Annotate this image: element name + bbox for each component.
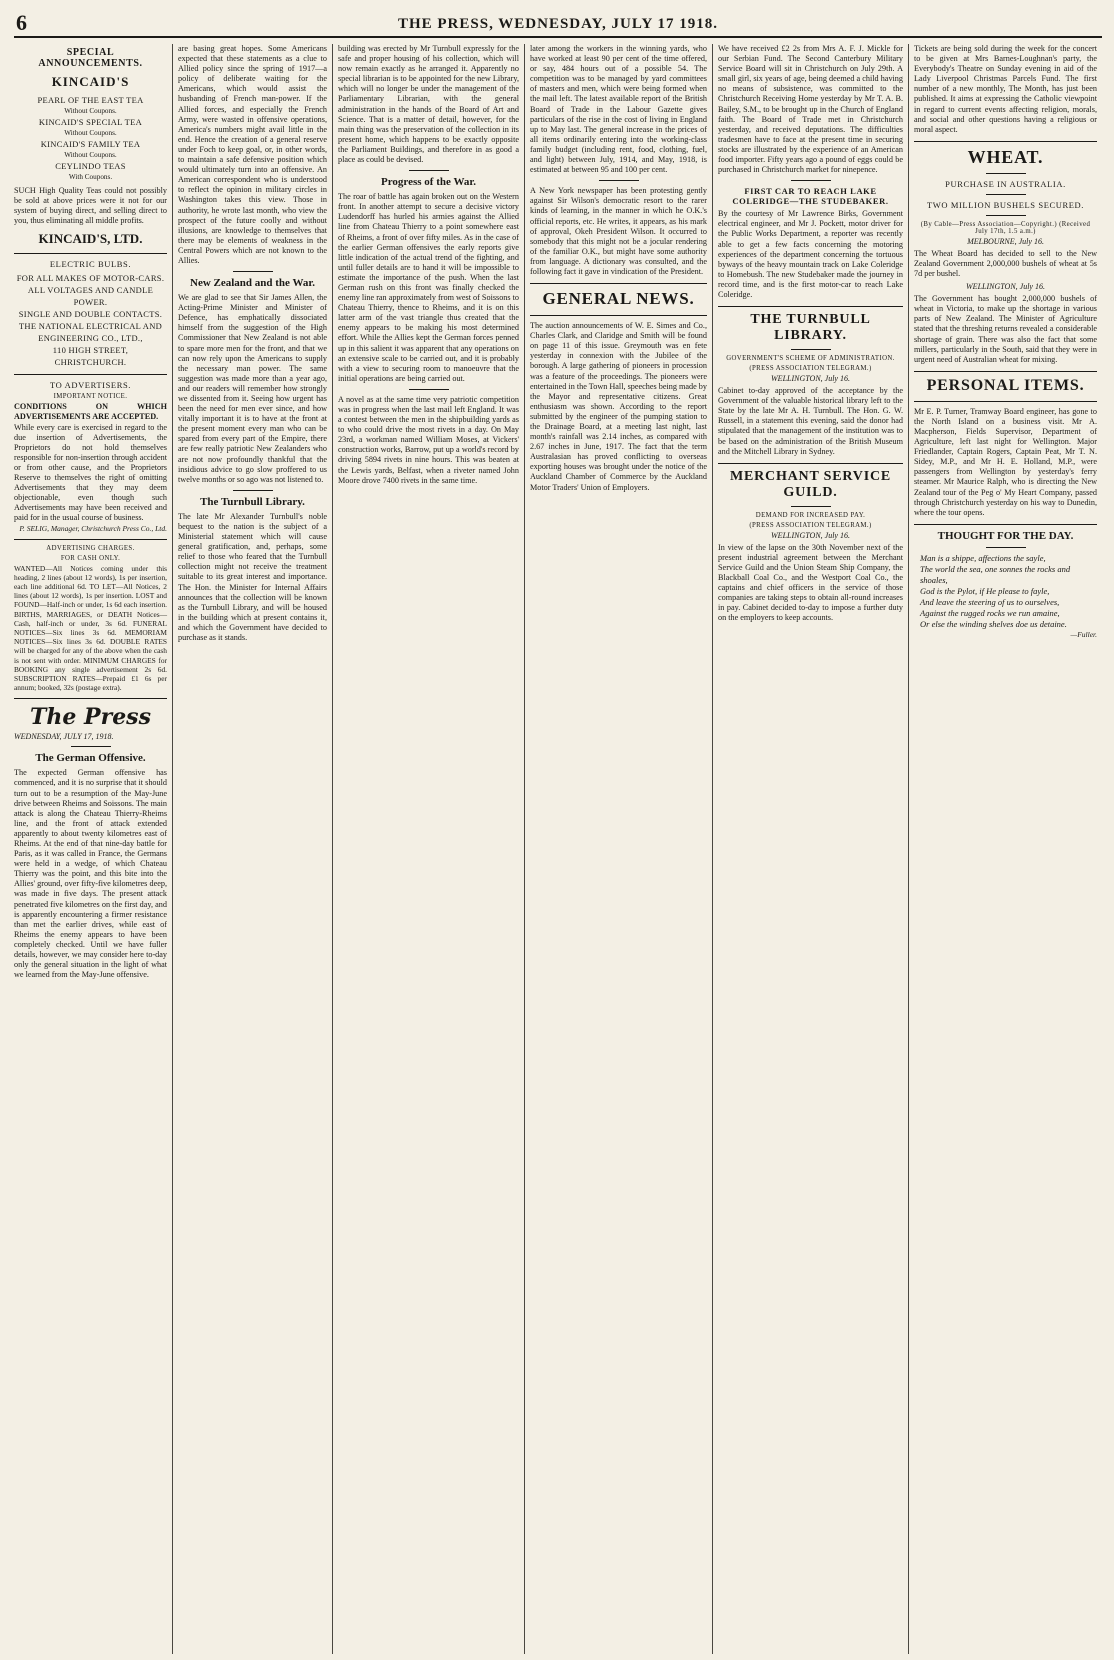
- wheat-subheading: PURCHASE IN AUSTRALIA.: [945, 178, 1066, 189]
- divider: [409, 170, 449, 171]
- turnbull-news-heading: THE TURNBULL LIBRARY.: [750, 312, 871, 344]
- issue-date: WEDNESDAY, JULY 17, 1918.: [14, 732, 114, 742]
- divider: [233, 490, 273, 491]
- electric-bulbs-heading: ELECTRIC BULBS.: [49, 259, 132, 270]
- wheat-text: The Wheat Board has decided to sell to the New Zealand Government 2,000,000 bushels of wheat at 5s 7d per bushel.: [914, 248, 1097, 279]
- lake-coleridge-text: By the courtesy of Mr Lawrence Birks, Government electrical engineer, and Mr J. Pockett, motor driver for the Public Works Department, a reporter was recently able to get a few facts concerning the motoring experiences of the department concerning the tortuous byways of the heavy mountain track on Lake Coleridge to Homebush. The new Studebaker made the journey in record time, and is the first motor-car to reach Lake Coleridge.: [718, 209, 903, 299]
- thought-heading: THOUGHT FOR THE DAY.: [937, 529, 1074, 542]
- nz-war-text: We are glad to see that Sir James Allen, the Acting-Prime Minister and Minister of Defence, has emphatically dissociated himself from the suggestion of the High Commissioner that New Zealand is not able to spare more men for the front, and that we can now rely upon the Americans to supply the necessary man power. The same suggestion was made more than a year ago, and our readers will remember how strongly we dissented from it. Seeing how urgent has been the need for men ever since, and how vitally important it is to have at the front at the present moment every man who can be spared from every part of the Empire, there are few really patriotic New Zealanders who are not now profoundly thankful that the insidious advice to go slow proffered to us twelve months or so ago was not listened to.: [178, 293, 327, 484]
- turnbull-library-text: The late Mr Alexander Turnbull's noble bequest to the nation is the subject of a Ministerial statement which will cause general gratification, and, perhaps, some relief to those who feared that the Turnbull collection might not receive the treatment suitable to its great interest and importance. The Hon. the Minister for Internal Affairs announces that the collection will be known as the Turnbull Library, and will be housed in the building which at present contains it, and which the Government have decided to purchase as it stands.: [178, 511, 327, 642]
- bulb-line: ALL VOLTAGES AND CANDLE POWER.: [27, 285, 154, 308]
- bulb-line: FOR ALL MAKES OF MOTOR-CARS.: [16, 273, 165, 284]
- divider: [409, 389, 449, 390]
- cash-only-heading: FOR CASH ONLY.: [60, 554, 121, 562]
- tea-line: KINCAID'S SPECIAL TEA: [38, 117, 143, 127]
- general-news-heading: GENERAL NEWS.: [542, 289, 695, 309]
- divider: [530, 283, 707, 284]
- divider: [986, 215, 1026, 216]
- rivet-record-text: A novel as at the same time very patriotic competition was in progress when the last mail left England. It was a contest between the men in the shipbuilding yards as to who could drive the most rivets in a day. On May 23rd, a workman named William Moses, at Vickers' construction works, Barrow, put up a world's record by driving 5894 rivets in nine hours. This was beaten at the Lewis yards, Belfast, when a riveter named John Moore drove 7400 rivets in the same time.: [338, 394, 519, 485]
- progress-war-text: The roar of battle has again broken out on the Western front. In another attempt to secure a decisive victory Ludendorff has hurled his armies against the Allied line from Chateau Thierry to a point somewhere east of Rheims, a front of over fifty miles. As in the case of the earlier German offensives the early reports give little indication of the actual trend of the fighting, and until fuller details are to hand it will be impossible to estimate the importance of the push. When the last German rush on this front was finally checked the enemy line ran approximately from west of Soissons to Chateau Thierry, thence to Rheims, and it is on this latter arm of the vast triangle thus created that the enemy appears to be making his most determined effort. While the Allies kept the German forces penned up in this salient it was apparent that any operations on an extensive scale to be carried out, and it is probably with a view to securing room to manoeuvre that the initial operations are being carried out.: [338, 192, 520, 383]
- bulb-line: SINGLE AND DOUBLE CONTACTS.: [18, 309, 163, 320]
- column-5: [712, 44, 908, 1654]
- divider: [791, 349, 831, 350]
- poem-line: Man is a shippe, affections the sayle,: [920, 552, 1046, 563]
- poem-line: God is the Pylot, if He please to fayle,: [920, 585, 1050, 596]
- column-3: [332, 44, 524, 1654]
- divider: [233, 271, 273, 272]
- divider: [914, 401, 1097, 402]
- charges-text: WANTED—All Notices coming under this heading, 2 lines (about 12 words), 1s per insertion, each line additional 6d. TO LET—All Notices, 2 lines (about 12 words), 1s per insertion. LOST and FOUND—Half-inch or under, 1s 6d each insertion. BIRTHS, MARRIAGES, or DEATH Notices—Cash, half-inch or under, 3s 6d. FUNERAL NOTICES—Six lines 3s 6d. MEMORIAM NOTICES—Six lines 3s 6d. DOUBLE RATES will be charged for any of the above when the cash is not sent with order. MINIMUM CHARGES for BOOKING any single advertisement 2s 6d. SUBSCRIPTION RATES—Prepaid £1 6s per annum; booked, 32s (postage extra).: [14, 563, 167, 693]
- conditions-heading: CONDITIONS ON WHICH ADVERTISEMENTS ARE ACCEPTED.: [14, 402, 167, 422]
- newspaper-page: [14, 8, 1102, 1654]
- wheat-text-2: The Government has bought 2,000,000 bushels of wheat in Victoria, to make up the shortage in various parts of New Zealand. The Minister of Agriculture stated that the threshing returns revealed a considerable shortage of grain. There was also the fact that some millers, particularly in the South, said that they were in urgent need of Australian wheat for mixing.: [914, 294, 1097, 364]
- merchant-guild-text: In view of the lapse on the 30th November next of the present industrial agreement between the Merchant Service Guild and the Union Steam Ship Company, the Blackball Coal Co., and the Westport Coal Co., the captains and chief officers in the service of those companies are taking steps to obtain all-round increases in pay. Cabinet decided to-day to impose a further duty on the employers to keep accounts.: [718, 542, 903, 623]
- german-offensive-text: The expected German offensive has commenced, and it is no surprise that it should turn out to be a resumption of the May-June drive between Rheims and Soissons. The main attack is along the Chateau Thierry-Rheims line, and the front of attack extended apparently to about twenty kilometres east of Rheims. At the end of that nine-day battle for Paris, as it was called in France, the Germans were held in a wedge, of which Chateau Thierry was the point, and this bite into the Allies' ground, over fifty-five kilometres deep, was made in five days. The present attack penetrated five kilometres on the first day, and is apparently encountering a firmer resistance than met the earlier drives, while east of Rheims the enemy appears to have been completely checked. Until we have fuller details, however, we may consider here to-day only the general situation in the light of what we learned from the May-June offensive.: [14, 768, 167, 980]
- divider: [986, 173, 1026, 174]
- kincaid-ltd: KINCAID'S, LTD.: [38, 231, 143, 247]
- columns: [14, 44, 1102, 1654]
- divider: [14, 539, 167, 540]
- wheat-heading: WHEAT.: [967, 146, 1044, 167]
- press-telegram-line: (PRESS ASSOCIATION TELEGRAM.): [749, 365, 872, 373]
- thought-signature: —Fuller.: [1070, 629, 1097, 639]
- poem-line: The world the sea, one sonnes the rocks and shoales,: [920, 563, 1071, 585]
- nz-war-heading: New Zealand and the War.: [190, 277, 315, 290]
- press-logo: The Press: [30, 704, 151, 731]
- conditions-text: While every care is exercised in regard to the due insertion of Advertisements, the Proprietors do not hold themselves responsible for non-insertion through accident or from other cause, and the Proprietors Reserve to themselves the right of omitting Advertisements that they may deem objectionable, even though such Advertisements may have been received and paid for in the usual course of business.: [14, 422, 167, 523]
- column-4: [524, 44, 712, 1654]
- thought-poem: [914, 553, 1097, 630]
- tea-line: CEYLINDO TEAS: [55, 161, 126, 171]
- poem-line: Or else the winding shelves doe us detaine.: [920, 618, 1067, 629]
- divider: [914, 141, 1097, 142]
- important-notice-heading: IMPORTANT NOTICE.: [53, 393, 128, 401]
- german-offensive-heading: The German Offensive.: [35, 752, 146, 765]
- divider: [14, 698, 167, 699]
- divider: [791, 180, 831, 181]
- special-announcements-heading: SPECIAL ANNOUNCEMENTS.: [38, 47, 143, 69]
- tea-line: KINCAID'S FAMILY TEA: [40, 139, 141, 149]
- merchant-guild-heading: MERCHANT SERVICE GUILD.: [729, 468, 892, 500]
- tea-line: Without Coupons.: [64, 107, 117, 115]
- column-1: [14, 44, 172, 1654]
- divider: [986, 547, 1026, 548]
- turnbull-news-text: Cabinet to-day approved of the acceptance by the Government of the valuable historical library left to the State by the late Mr A. H. Turnbull. The Hon. G. W. Russell, in a statement this evening, said the donor had stipulated that the management of the institution was to be based on the administration of the British Museum and the Mitchell Library in Sydney.: [718, 386, 903, 456]
- merchant-dateline: WELLINGTON, July 16.: [771, 530, 850, 540]
- bulb-ad: [14, 272, 167, 368]
- personal-items-text: Mr E. P. Turner, Tramway Board engineer, has gone to the North Island on a business visit. Mr A. Macpherson, Fields Supervisor, Department of Agriculture, left last night for Wellington. Major Friedlander, Captain Rogers, Captain Peat, Mr T. N. Sidey, M.P., and Mr H. E. Holland, M.P., were passengers from Wellington by yesterday's ferry steamer. Mr Maurice Ralph, who is directing the New Zealand tour of the Peg o' My Heart Company, passed through Christchurch yesterday on his way to Dunedin, where the tour opens.: [914, 406, 1097, 517]
- divider: [71, 746, 111, 747]
- tea-line: PEARL OF THE EAST TEA: [37, 95, 144, 105]
- column-2: [172, 44, 332, 1654]
- masthead-title: THE PRESS, WEDNESDAY, JULY 17 1918.: [397, 16, 719, 32]
- wellington-dateline: WELLINGTON, July 16.: [966, 282, 1045, 292]
- divider: [14, 374, 167, 375]
- bulb-line: CHRISTCHURCH.: [54, 357, 127, 368]
- divider: [914, 371, 1097, 372]
- divider: [599, 180, 639, 181]
- allied-policy-text: are basing great hopes. Some Americans expected that these statements as a clue to Allied policy since the spring of 1917—a policy of deliberate waiting for the Americans, which would assist the husbanding of French man-power. If the Allied forces, and especially the French Army, were wasted in offensive operations, America's numbers might avail little in the end. Hence the creation of a general reserve under Foch to keep goal, or, in other words, to maintain a safe defensive position which would ultimately turn into an offensive. An American correspondent who is understood to reflect the opinion in military circles in Washington takes this view. Those in authority, he wrote last month, who view the prospect of the future coolly and without illusions, are knowledge to themselves that there may be elements of weakness in the Central Powers which are not known to the Allies.: [178, 44, 327, 265]
- tea-list: [14, 94, 167, 182]
- turnbull-continued-text: building was erected by Mr Turnbull expressly for the safe and proper housing of his collection, which will now remain exactly as he arranged it. Apparently no special librarian is to be appointed for the new Library, which will no longer be under the management of the Parliamentary Librarian, with the general administration in the hands of the Board of Art and Science. That is a matter of detail, however, for the main thing was the preservation of the collection in its present home, which happens to be exactly opposite the Parliament Buildings, and therefore in as good a place as could be devised.: [338, 44, 519, 165]
- tea-line: Without Coupons.: [64, 129, 117, 137]
- divider: [530, 315, 707, 316]
- wellington-dateline: WELLINGTON, July 16.: [771, 374, 850, 384]
- personal-items-heading: PERSONAL ITEMS.: [926, 376, 1085, 394]
- tea-paragraph: SUCH High Quality Teas could not possibly be sold at above prices were it not for our system of buying direct, and selling direct to you, thus eliminating all middle profits.: [14, 186, 167, 226]
- tea-line: With Coupons.: [68, 173, 113, 181]
- bulb-line: ENGINEERING CO., LTD.,: [38, 333, 143, 344]
- poem-line: Against the rugged rocks we run amaine,: [920, 607, 1060, 618]
- poem-line: And leave the steering of us to ourselves,: [920, 596, 1060, 607]
- progress-war-heading: Progress of the War.: [381, 176, 476, 189]
- conditions-signature: P. SELIG, Manager, Christchurch Press Co., Ltd.: [19, 523, 167, 533]
- tickets-text: Tickets are being sold during the week for the concert to be given at Mrs Barnes-Loughnan's party, the Everybody's Theatre on Sunday evening in aid of the Lady Liverpool Christmas Parcels Fund. The first number of a new monthly, The Month, has just been published. It aims at expressing the Catholic viewpoint in regard to current events affecting religion, morals, and social and other questions having a religious or moral aspect.: [914, 44, 1097, 134]
- general-news-text: The auction announcements of W. E. Simes and Co., Charles Clark, and Claridge and Smith will be found on page 11 of this issue. Greymouth was en fete yesterday in connexion with the Jubilee of the borough. A large gathering of pioneers in procession was a feature of the proceedings. The pioneers were entertained in the Town Hall, speeches being made by the Mayor and representative citizens. Great enthusiasm was shown. According to the report submitted by the engineer of the pumping station to the Drainage Board, at a meeting last night, last month's rainfall was 2.14 inches, as compared with 2.67 inches in June, 1917. The fact that the term Australasian has proved conflicting to overseas exporting houses was brought under the notice of the Auckland Chamber of Commerce by the Auckland Motor Traders' Union of Employers.: [530, 321, 707, 492]
- column-6: [908, 44, 1102, 1654]
- press-telegram-line: (PRESS ASSOCIATION TELEGRAM.): [749, 521, 872, 529]
- wheat-subheading-2: TWO MILLION BUSHELS SECURED.: [926, 199, 1085, 210]
- cost-of-living-text: later among the workers in the winning yards, who have worked at least 90 per cent of the time offered, or say, 484 hours out of a possible 54. The competition was to be managed by yard committees of masters and men, which were being formed when the mail left. The latest available report of the British Board of Trade in the Labour Gazette gives particulars of the rise in the cost of living in England up to May last. The general increase in the prices of all items ordinarily entering into the working-class family budget (including rent, food, clothing, fuel, and light) between July, 1914, and May, 1918, is estimated at between 95 and 100 per cent.: [530, 44, 707, 175]
- turnbull-library-heading: The Turnbull Library.: [200, 495, 305, 508]
- divider: [914, 524, 1097, 525]
- divider: [718, 306, 903, 307]
- turnbull-news-subheading: GOVERNMENT'S SCHEME OF ADMINISTRATION.: [726, 355, 895, 363]
- divider: [791, 506, 831, 507]
- cable-line: (By Cable—Press Association—Copyright.) (Received July 17th, 1.5 a.m.): [920, 220, 1091, 235]
- local-news-text: We have received £2 2s from Mrs A. F. J. Mickle for our Serbian Fund. The Second Canterbury Military Service Board will sit in Christchurch on July 29th. A small girl, six years of age, being deemed a child having no means of subsistence, was committed to the Christchurch Receiving Home yesterday by Mr T. A. B. Bailey, S.M., to be brought up in the Church of England faith. The Board of Trade met in Christchurch yesterday, and received deputations. The difficulties tradesmen have to face at the present time in securing stocks are illustrated by the experience of an American food importer. Fifty years ago a pound of eggs could be purchased in Christchurch market for ninepence.: [718, 44, 903, 175]
- tea-line: Without Coupons.: [64, 151, 117, 159]
- masthead: [14, 8, 1102, 38]
- advertising-charges-heading: ADVERTISING CHARGES.: [46, 544, 135, 552]
- lake-coleridge-heading: FIRST CAR TO REACH LAKE COLERIDGE—THE STUDEBAKER.: [732, 186, 889, 207]
- to-advertisers-heading: TO ADVERTISERS.: [49, 380, 132, 391]
- okeh-text: A New York newspaper has been protesting gently against Sir Wilson's democratic resort to the rarer kinds of learning, in the manner in which he O.K.'s official reports, etc. He writes, it appears, as his mark of approval, Okeh President Wilson. It occurred to somebody that this might not be a jocular rendering of the familiar O.K., but might have some authority from language. A dictionary was consulted, and the following fact it gave in vindication of the President.: [530, 186, 707, 276]
- divider: [986, 194, 1026, 195]
- page-number: 6: [16, 10, 27, 35]
- divider: [718, 463, 903, 464]
- merchant-guild-subheading: DEMAND FOR INCREASED PAY.: [755, 511, 866, 519]
- bulb-line: THE NATIONAL ELECTRICAL AND: [18, 321, 163, 332]
- kincaid-brand: KINCAID'S: [51, 74, 130, 89]
- bulb-line: 110 HIGH STREET,: [52, 345, 129, 356]
- divider: [14, 253, 167, 254]
- melbourne-dateline: MELBOURNE, July 16.: [967, 236, 1044, 246]
